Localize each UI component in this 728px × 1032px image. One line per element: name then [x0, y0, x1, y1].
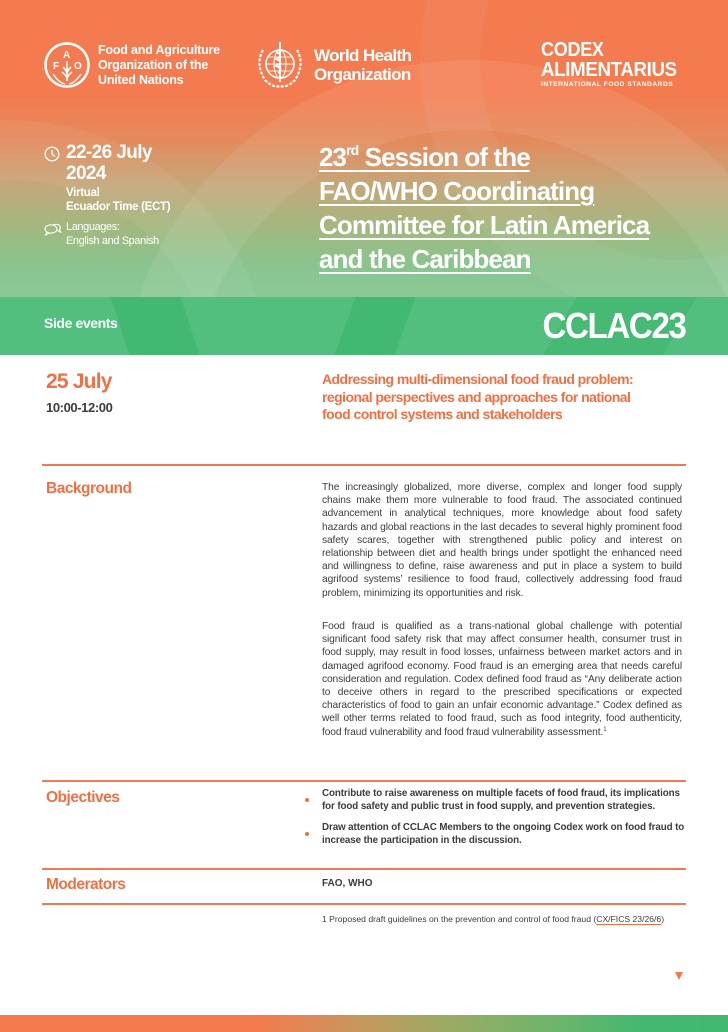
objective-text: Draw attention of CCLAC Members to the ongoing Codex work on food fraud to increase the participation in the discussion. [322, 822, 685, 846]
triangle-down-icon[interactable] [675, 972, 683, 980]
date-row [44, 142, 170, 184]
who-name-line: World Health [314, 46, 412, 65]
event-title: Addressing multi-dimensional food fraud problem: regional perspectives and approaches for national food control systems and stakeholders [322, 371, 634, 422]
footnote-marker[interactable]: 1 [603, 726, 607, 733]
speech-bubbles-icon [44, 221, 62, 237]
background-paragraph [322, 620, 682, 739]
session-title-line: and the Caribbean [319, 244, 531, 274]
band-shade [334, 297, 415, 355]
objective-item [305, 787, 690, 813]
bullet-icon [305, 832, 309, 836]
fao-name [98, 43, 220, 88]
section-divider [42, 780, 686, 782]
header-banner [0, 0, 728, 297]
background-paragraph: The increasingly globalized, more diverse, complex and longer food supply chains make them more vulnerable to food fraud. The associated continued advancement in analytical techniques, more knowledge about food safety hazards and global reactions in the last decades to several highly prominent food safety scares, together with strengthened public policy and interest on relationship between diet and health brings under spotlight the enhanced need and willingness to define, raise awareness and put in place a system to build agrifood systems’ resilience to food fraud, collectively addressing food fraud problem, minimizing its opportunities and risk. [322, 482, 682, 599]
section-divider [42, 903, 686, 905]
objectives-list [305, 787, 690, 855]
objectives-heading: Objectives [46, 789, 120, 806]
svg-text:A: A [63, 50, 71, 61]
moderators-value: FAO, WHO [322, 878, 373, 889]
codex-wordmark-line1: CODEX [540, 39, 604, 61]
section-divider [42, 868, 686, 870]
bottom-gradient-bar [0, 1015, 728, 1032]
fao-logo-icon [43, 41, 91, 89]
languages-row [44, 220, 170, 248]
who-name-line: Organization [314, 65, 411, 84]
side-events-label: Side events [44, 315, 118, 331]
footnote-text-end: ) [661, 914, 665, 924]
band-shade [111, 297, 200, 355]
objective-text: Contribute to raise awareness on multiple facets of food fraud, its implications for food safety and public trust in food supply, and prevention strategies. [322, 788, 680, 812]
session-dates [66, 142, 152, 184]
who-name [314, 46, 411, 84]
logo-row [0, 38, 728, 98]
svg-text:O: O [74, 61, 82, 72]
fao-name-line: Food and Agriculture [98, 42, 220, 57]
objective-item [305, 821, 690, 847]
bullet-icon [305, 798, 309, 802]
session-format-label: Virtual [66, 187, 100, 199]
svg-text:F: F [53, 61, 60, 72]
moderators-heading: Moderators [46, 876, 126, 893]
section-divider [42, 464, 686, 466]
session-timezone: Ecuador Time (ECT) [66, 201, 171, 213]
fao-name-line: Organization of the [98, 57, 209, 72]
session-code: CCLAC23 [542, 305, 686, 346]
footnote [322, 914, 664, 925]
event-time: 10:00-12:00 [46, 400, 113, 415]
fao-name-line: United Nations [98, 72, 184, 87]
session-number: 23 [319, 142, 347, 172]
session-date-range: 22-26 July [66, 142, 152, 163]
who-emblem-icon [251, 38, 309, 92]
codex-logo[interactable] [541, 40, 687, 89]
codex-tagline: INTERNATIONAL FOOD STANDARDS [540, 81, 674, 88]
languages-label: Languages: [66, 221, 120, 233]
clock-icon [44, 146, 60, 162]
session-title-text: Session of the [358, 142, 530, 172]
session-format [66, 186, 170, 214]
event-date: 25 July [46, 370, 112, 393]
languages-value: English and Spanish [66, 235, 159, 247]
background-heading: Background [46, 480, 132, 497]
session-year: 2024 [66, 163, 106, 184]
session-info [44, 142, 170, 248]
who-logo[interactable] [251, 38, 411, 92]
codex-wordmark-line2: ALIMENTARIUS [540, 59, 677, 81]
ordinal-suffix: rd [346, 142, 359, 158]
languages [66, 220, 159, 248]
background-paragraph-text: Food fraud is qualified as a trans-national global challenge with potential significant food safety risk that may affect consumer health, consumer trust in food supply, may result in food losses, unfairness between market actors and in damaged agrifood economy. Food fraud is an emerging area that needs careful consideration and regulation. Codex defined food fraud as “Any deliberate action to deceive others in regard to the prescribed specifications or expected characteristics of food to gain an unfair economic advantage.” Codex defined as well other terms related to food fraud, such as food integrity, food authenticity, food fraud vulnerability and food fraud vulnerability assessment. [322, 621, 682, 738]
session-title-line [319, 140, 649, 174]
session-title-line: FAO/WHO Coordinating [319, 176, 595, 206]
document-reference-link[interactable]: CX/FICS 23/26/6 [596, 914, 662, 924]
session-title-line: Committee for Latin America [319, 210, 650, 240]
session-title[interactable] [319, 140, 649, 276]
footnote-text: Proposed draft guidelines on the prevention and control of food fraud ( [326, 914, 597, 924]
fao-logo[interactable] [43, 41, 220, 89]
footnote-number: 1 [322, 914, 327, 924]
